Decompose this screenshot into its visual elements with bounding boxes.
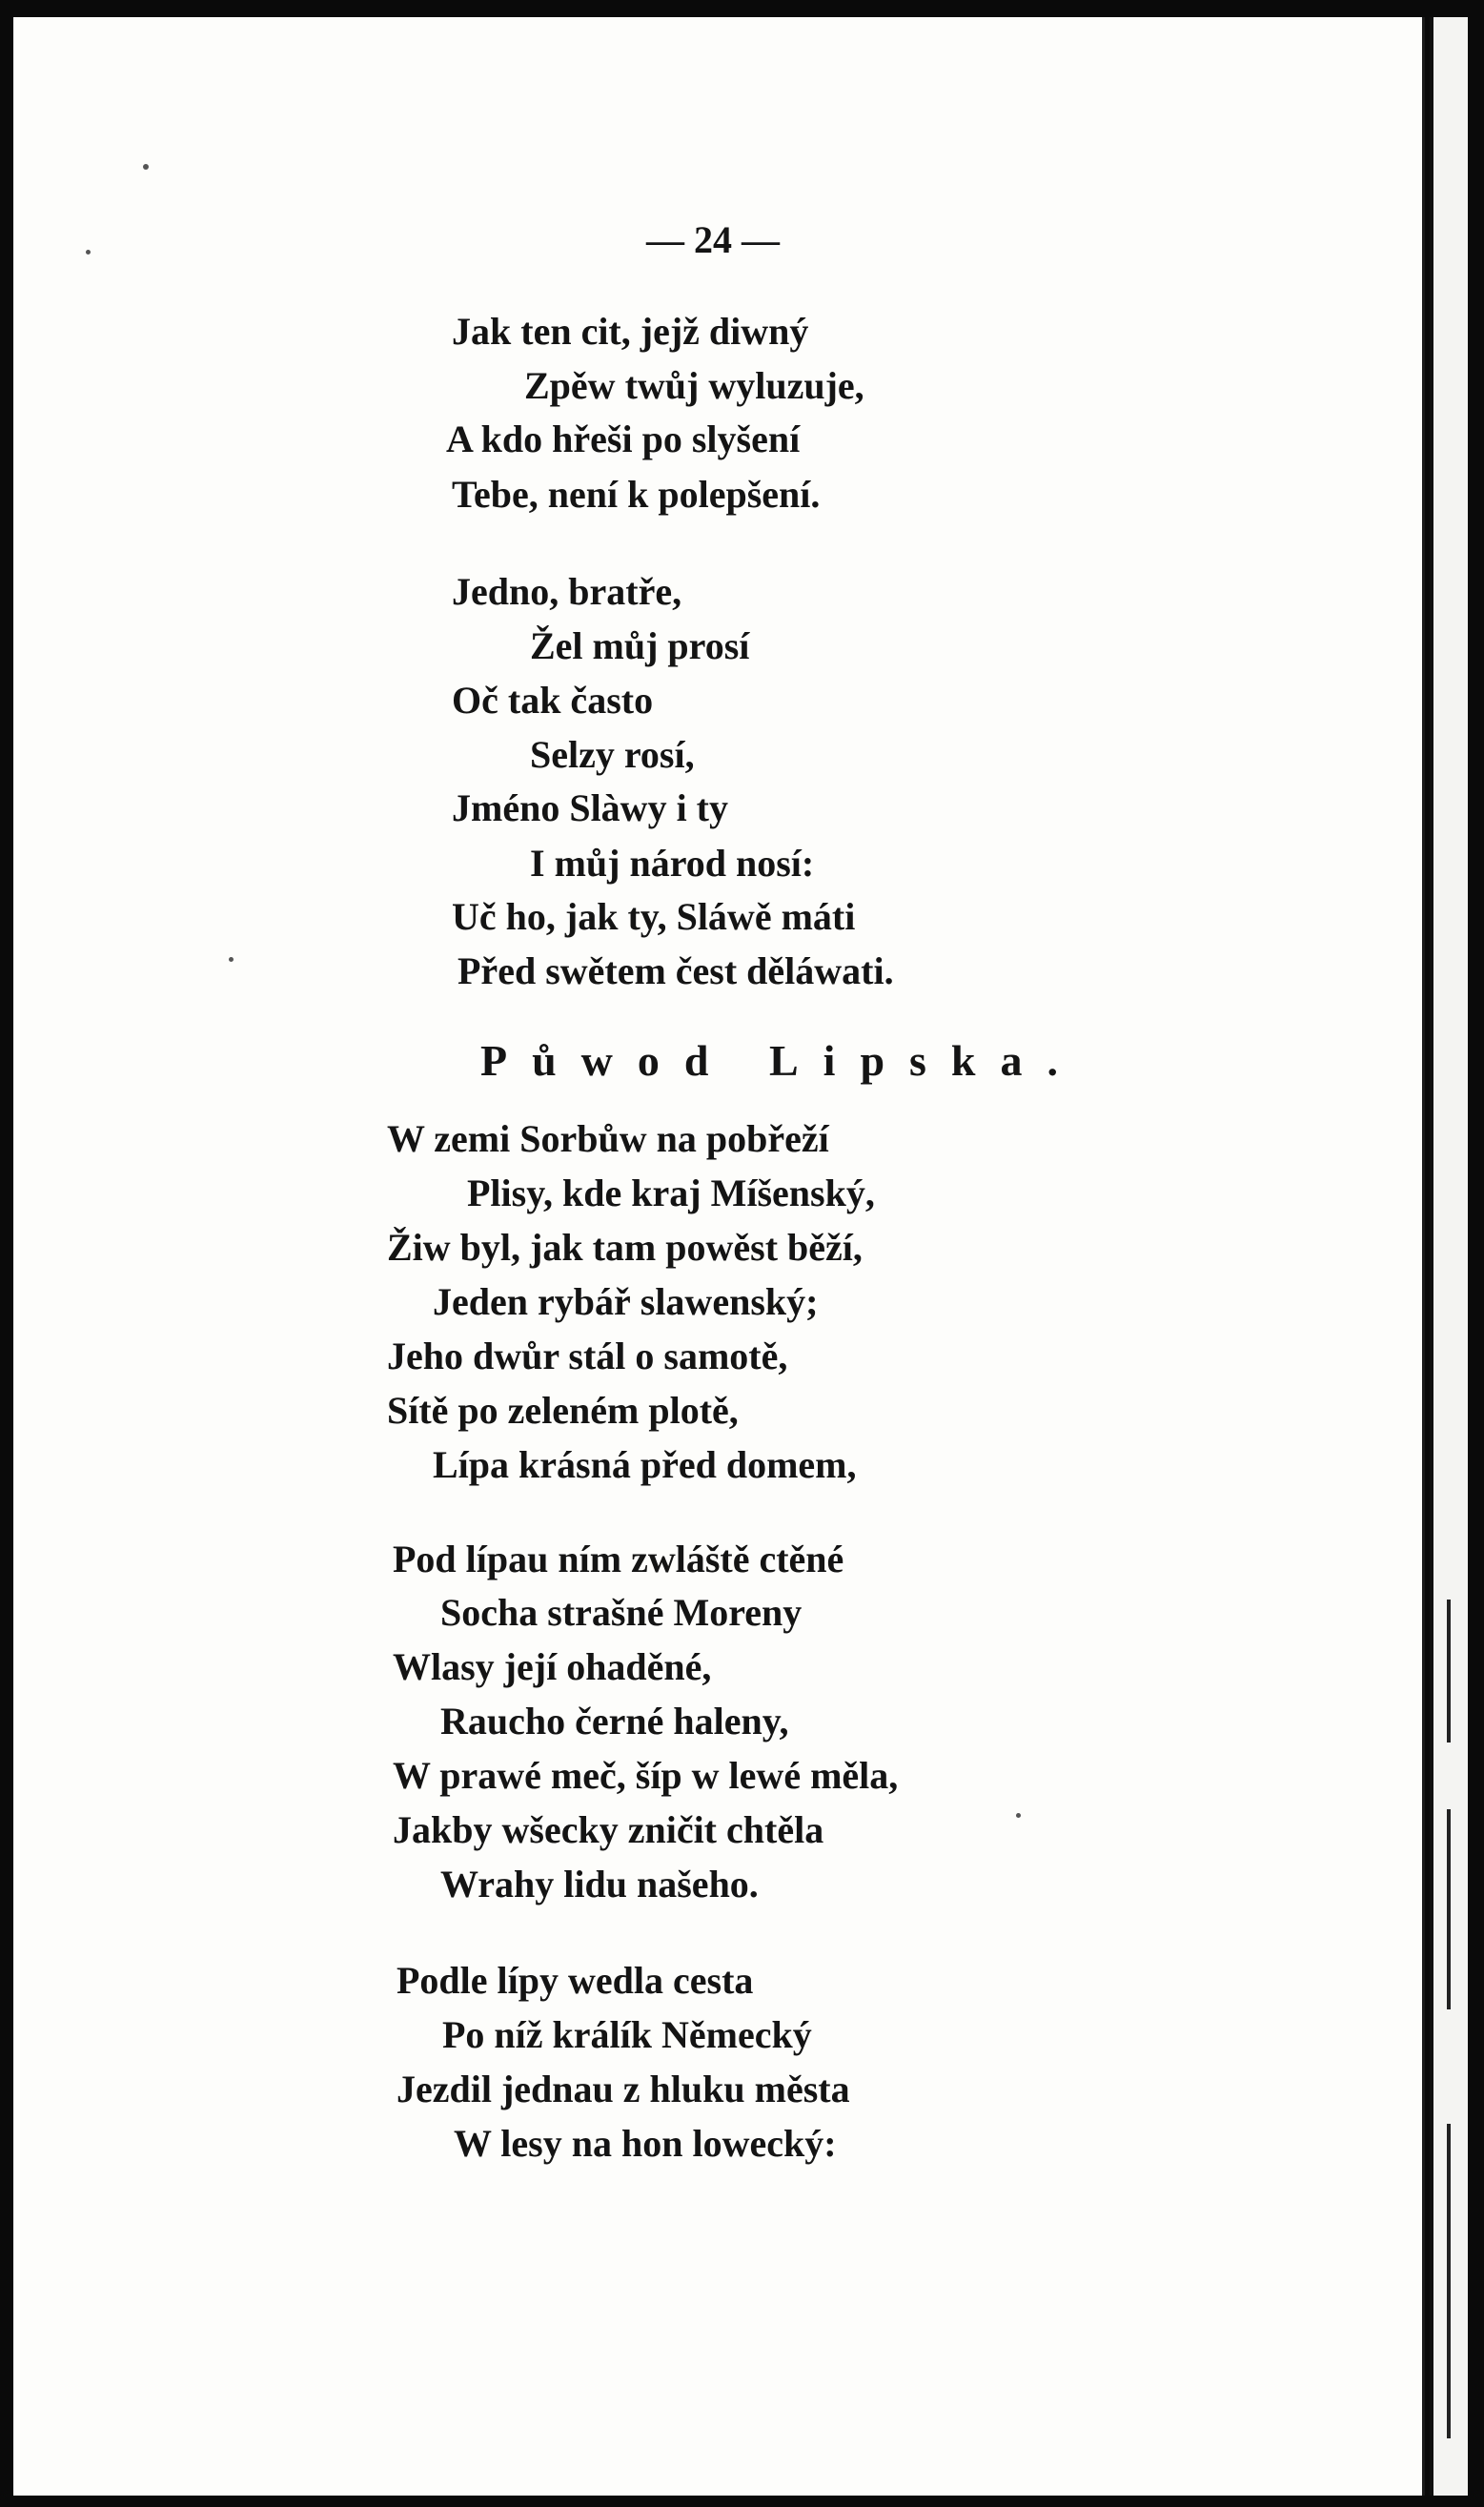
verse-line: Jméno Slàwy i ty — [452, 786, 728, 829]
edge-mark — [1447, 1600, 1451, 1743]
verse-line: Podle lípy wedla cesta — [396, 1959, 754, 2002]
page-number: — 24 — — [646, 218, 780, 261]
verse-line: W lesy na hon lowecký: — [454, 2122, 837, 2165]
dust-speck — [86, 250, 91, 255]
verse-line: Jeho dwůr stál o samotě, — [387, 1335, 788, 1377]
verse-line: W zemi Sorbůw na pobřeží — [387, 1117, 829, 1160]
verse-line: W prawé meč, šíp w lewé měla, — [393, 1754, 899, 1797]
verse-line: Jakby wšecky zničit chtěla — [393, 1808, 824, 1851]
verse-line: Selzy rosí, — [530, 733, 695, 776]
verse-line: Oč tak často — [452, 679, 654, 722]
verse-line: I můj národ nosí: — [530, 842, 815, 885]
verse-line: Uč ho, jak ty, Sláwě máti — [452, 895, 856, 938]
verse-line: Wlasy její ohaděné, — [393, 1645, 712, 1688]
dust-speck — [143, 164, 149, 170]
dust-speck — [1016, 1813, 1021, 1818]
verse-line: Jak ten cit, jejž diwný — [452, 310, 809, 353]
verse-line: Wrahy lidu našeho. — [440, 1863, 759, 1906]
verse-line: Pod lípau ním zwláště ctěné — [393, 1538, 844, 1580]
edge-mark — [1447, 1809, 1451, 2009]
verse-line: Před swětem čest děláwati. — [457, 949, 894, 992]
poem-title: Půwod Lipska. — [480, 1036, 1084, 1085]
verse-line: Po níž králík Německý — [442, 2013, 812, 2056]
verse-line: Raucho černé haleny, — [440, 1700, 789, 1743]
verse-line: Žiw byl, jak tam powěst běží, — [387, 1226, 863, 1269]
verse-line: Zpěw twůj wyluzuje, — [524, 364, 864, 407]
verse-line: Socha strašné Moreny — [440, 1591, 803, 1634]
verse-line: Lípa krásná před domem, — [433, 1443, 857, 1486]
edge-mark — [1447, 2124, 1451, 2438]
verse-line: Jeden rybář slawenský; — [433, 1280, 819, 1323]
verse-line: Žel můj prosí — [530, 624, 750, 667]
verse-line: Jedno, bratře, — [452, 570, 682, 613]
verse-line: Tebe, není k polepšení. — [452, 473, 821, 516]
next-page-edge — [1430, 17, 1468, 2496]
dust-speck — [229, 957, 234, 962]
verse-line: Plisy, kde kraj Míšenský, — [467, 1172, 875, 1214]
verse-line: Sítě po zeleném plotě, — [387, 1389, 739, 1432]
verse-line: A kdo hřeši po slyšení — [446, 418, 801, 460]
verse-line: Jezdil jednau z hluku města — [396, 2068, 850, 2110]
